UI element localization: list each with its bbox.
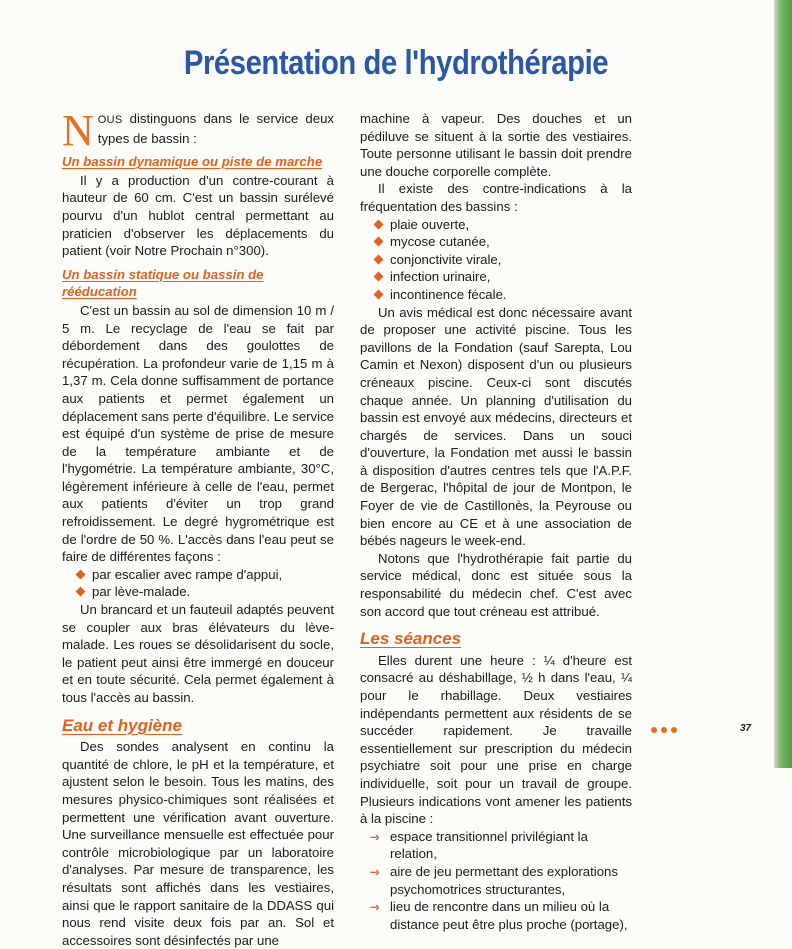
contra-indications-list xyxy=(360,216,632,304)
list-item: –› aire de jeu permettant des explorations psychomotrices structurantes, xyxy=(370,863,618,897)
paragraph-contra-intro: Il existe des contre-indications à la fréquentation des bassins : xyxy=(360,181,632,214)
diamond-bullet-icon xyxy=(374,254,384,264)
access-list xyxy=(62,566,334,601)
indications-list xyxy=(360,828,632,934)
page-spine xyxy=(774,0,792,768)
left-column xyxy=(62,106,334,949)
arrow-bullet-icon: –› xyxy=(370,863,378,879)
list-item: par escalier avec rampe d'appui, xyxy=(76,566,334,584)
right-column xyxy=(360,110,632,933)
list-item: infection urinaire, xyxy=(374,268,632,286)
diamond-bullet-icon xyxy=(374,289,384,299)
arrow-bullet-icon: –› xyxy=(370,828,378,844)
arrow-bullet-icon: –› xyxy=(370,899,378,915)
diamond-bullet-icon xyxy=(374,219,384,229)
list-item: –› espace transitionnel privilégiant la relation, xyxy=(370,828,588,862)
heading-seances: Les séances xyxy=(360,629,462,649)
intro-text: distinguons dans le service deux types de bassin : xyxy=(97,111,334,146)
diamond-bullet-icon xyxy=(76,587,86,597)
paragraph-bassin-statique: C'est un bassin au sol de dimension 10 m / 5 m. Le recyclage de l'eau se fait par débordement dans des goulottes de récupération. La profondeur varie de 1,15 m à 1,37 m. Cela donne suffisamment de portance aux patients et permet également un déplacement sans perte d'équilibre. Le service est équipé d'un système de prise de mesure de la température ambiante et de l'hygométrie. La température ambiante, 30°C, légèrement inférieure à celle de l'eau, permet aux patients d'éviter un trop grand refroidissement. Le degré hygrométrique est de l'ordre de 50 %. L'accès dans l'eau peut se faire de différentes façons : xyxy=(62,302,334,565)
diamond-bullet-icon xyxy=(76,569,86,579)
list-item: par lève-malade. xyxy=(76,583,334,601)
list-item: plaie ouverte, xyxy=(374,216,632,234)
diamond-bullet-icon xyxy=(374,237,384,247)
heading-bassin-statique: Un bassin statique ou bassin de rééducation xyxy=(62,266,264,300)
heading-bassin-dynamique: Un bassin dynamique ou piste de marche xyxy=(62,154,323,170)
diamond-bullet-icon xyxy=(374,272,384,282)
list-item: mycose cutanée, xyxy=(374,233,632,251)
page-number: 37 xyxy=(740,723,752,734)
paragraph-seances: Elles durent une heure : ¼ d'heure est consacré au déshabillage, ½ h dans l'eau, ¼ pour le rhabillage. Deux vestiaires indépendants permettent aux résidents de se succéder rapidement. Je travaille essentiellement sur prescription du médecin psychiatre soit pour une prise en charge individuelle, soit pour un travail de groupe. Plusieurs indications vont amener les patients à la piscine : xyxy=(360,652,632,827)
paragraph-continued: machine à vapeur. Des douches et un pédiluve se situent à la sortie des vestiaires. Toute personne utilisant le bassin doit prendre une douche corporelle complète. xyxy=(360,111,632,179)
intro-smallcaps: OUS xyxy=(97,114,123,126)
paragraph-brancard: Un brancard et un fauteuil adaptés peuvent se coupler aux bras élévateurs du lève-malade. Les roues se désolidarisent du socle, le patient peut ainsi être immergé en douceur et en toute sécurité. Cela permet également à tous l'accès au bassin. xyxy=(62,602,334,705)
dropcap-letter: N xyxy=(62,106,94,155)
paragraph-avis-medical: Un avis médical est donc nécessaire avant de proposer une activité piscine. Tous les pavillons de la Fondation (sauf Sarepta, Lou Camin et Nexon) disposent d'un ou plusieurs créneaux piscine. Ceux-ci sont discutés chaque année. Un planning d'utilisation du bassin est envoyé aux médecins, directeurs et chargés de services. Dans un souci d'ouverture, la Fondation met aussi le bassin à disposition d'autres centres tels que l'A.P.F. de Bergerac, l'hôpital de jour de Montpon, le Foyer de vie de Castillonès, la Peyrouse ou bien encore au CE et à une association de bébés nageurs le week-end. xyxy=(360,304,632,549)
paragraph-eau-hygiene: Des sondes analysent en continu la quantité de chlore, le pH et la température, et ajustent selon le besoin. Tous les matins, des mesures physico-chimiques sont réalisées et permettent une vérification avant ouverture. Une surveillance mensuelle est effectuée pour contrôle microbiologique par un laboratoire d'analyses. Par mesure de transparence, les résultats sont affichés dans les vestiaires, ainsi que le rapport sanitaire de la DDASS qui nous rend visite deux fois par an. Sol et accessoires sont désinfectés par une xyxy=(62,739,334,948)
list-item: incontinence fécale. xyxy=(374,286,632,304)
paragraph-bassin-dynamique: Il y a production d'un contre-courant à hauteur de 60 cm. C'est un bassin surélevé pourvu d'un hublot central permettant au praticien d'observer les déplacements du patient (voir Notre Prochain n°300). xyxy=(62,172,334,259)
intro-paragraph xyxy=(62,106,334,155)
paragraph-notons: Notons que l'hydrothérapie fait partie du service médical, donc est située sous la responsabilité du médecin chef. C'est avec son accord que tout créneau est attribué. xyxy=(360,550,632,619)
decorative-dots-icon xyxy=(651,727,677,733)
heading-eau-hygiene: Eau et hygiène xyxy=(62,715,182,735)
page-title: Présentation de l'hydrothérapie xyxy=(183,44,609,82)
list-item: conjonctivite virale, xyxy=(374,251,632,269)
list-item: –› lieu de rencontre dans un milieu où la distance peut être plus proche (portage), xyxy=(370,899,628,932)
